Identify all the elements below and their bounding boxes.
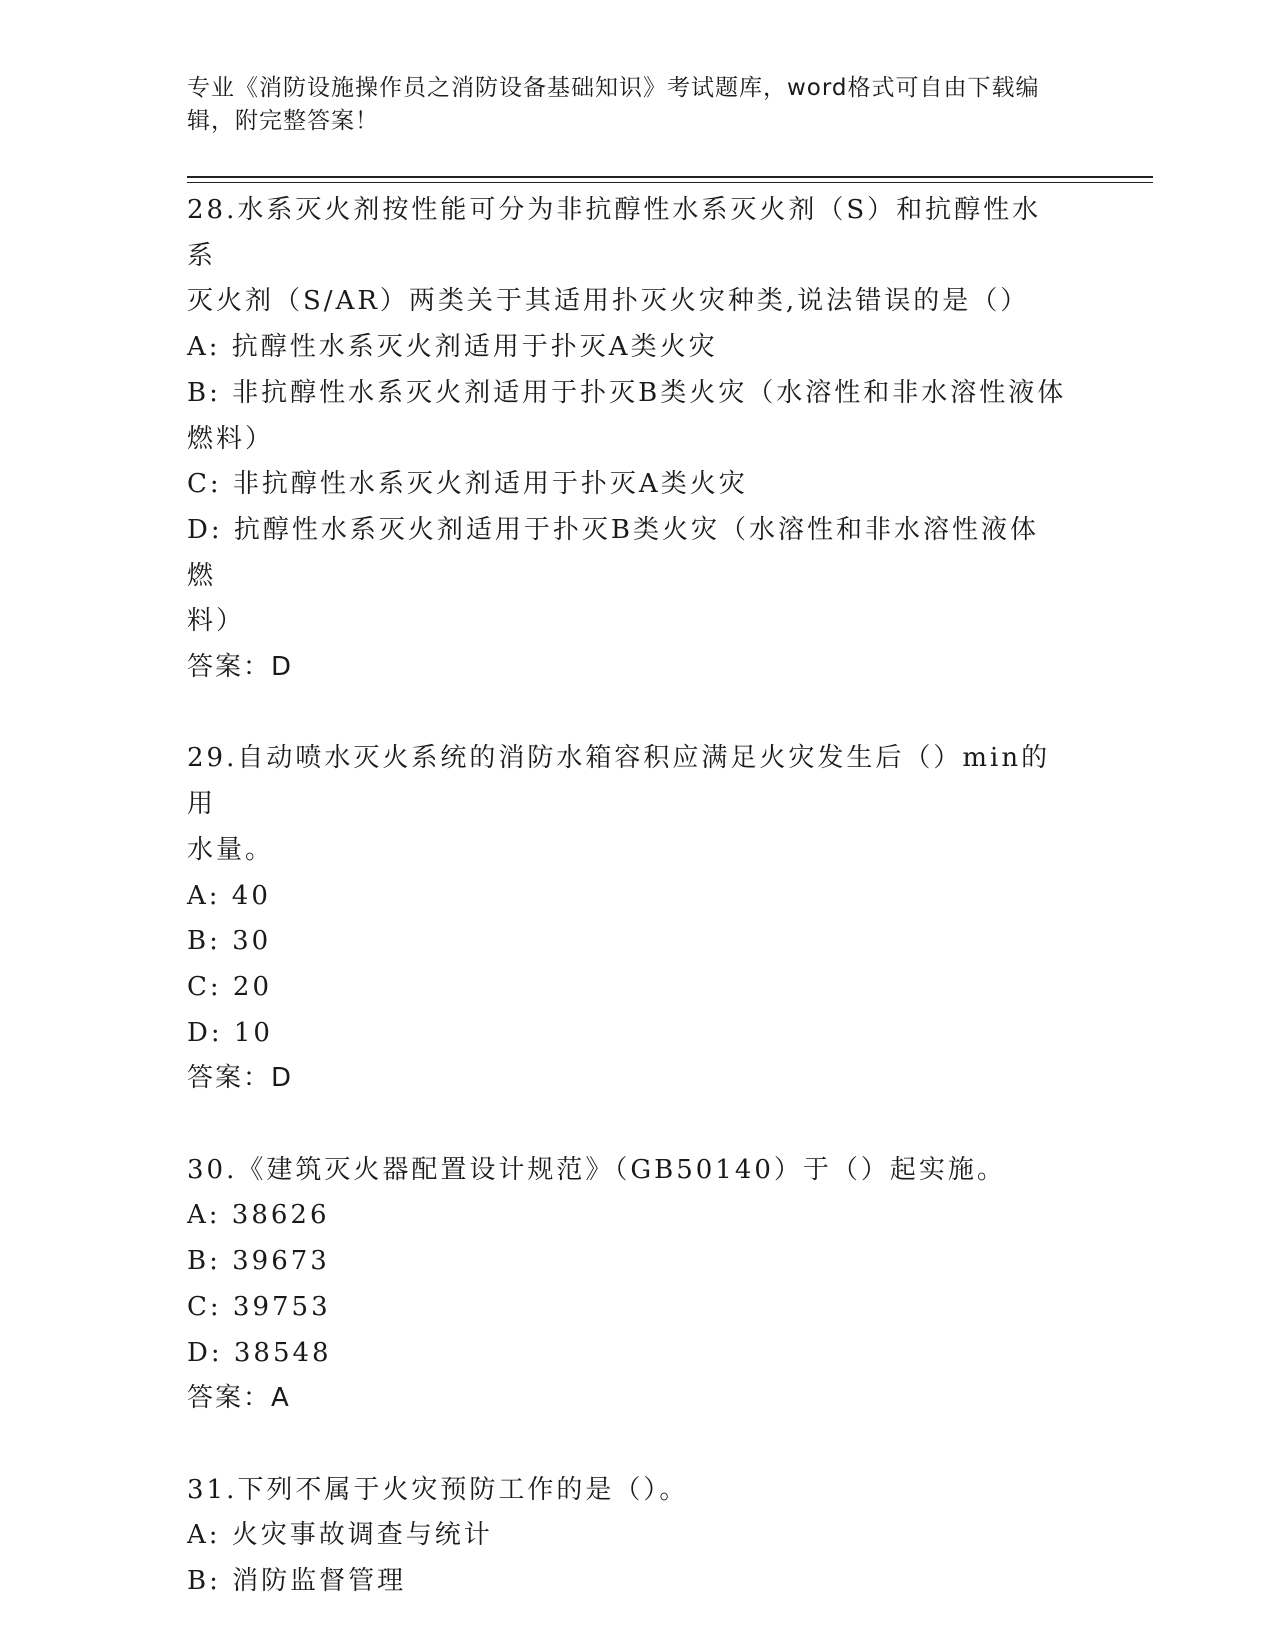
option-line: 燃料）	[187, 423, 275, 454]
option-line: C: 非抗醇性水系灭火剂适用于扑灭A类火灾	[187, 469, 748, 500]
option-line: A: 38626	[187, 1200, 330, 1231]
option-line: B: 30	[187, 926, 272, 957]
question-list	[187, 188, 1067, 1650]
option-line: A: 40	[187, 880, 271, 911]
document-header	[187, 72, 1067, 138]
option-line: B: 39673	[187, 1246, 330, 1277]
header-line-2: 辑，附完整答案！	[187, 108, 379, 134]
option-line: D: 38548	[187, 1337, 332, 1368]
option-line: C: 20	[187, 971, 273, 1002]
option-line: B: 消防监督管理	[187, 1566, 407, 1597]
question-item	[187, 736, 1067, 1102]
header-divider-thin	[187, 182, 1153, 183]
question-item	[187, 1468, 1067, 1605]
question-stem-line: 29.自动喷水灭火系统的消防水箱容积应满足火灾发生后（）min的用	[187, 743, 1051, 820]
option-line: D: 10	[187, 1017, 273, 1048]
question-item	[187, 1148, 1067, 1422]
answer-line: 答案：D	[187, 652, 294, 683]
option-line: B: 非抗醇性水系灭火剂适用于扑灭B类火灾（水溶性和非水溶性液体	[187, 377, 1067, 408]
option-line: C: 39753	[187, 1291, 331, 1322]
answer-line: 答案：D	[187, 1063, 294, 1094]
option-line: A: 火灾事故调查与统计	[187, 1520, 493, 1551]
question-stem-line: 水量。	[187, 834, 275, 865]
question-stem-line: 30.《建筑灭火器配置设计规范》（GB50140）于（）起实施。	[187, 1154, 1006, 1185]
answer-line: 答案：A	[187, 1383, 291, 1414]
question-item	[187, 188, 1067, 691]
question-stem-line: 灭火剂（S/AR）两类关于其适用扑灭火灾种类,说法错误的是（）	[187, 286, 1030, 317]
option-line: 料）	[187, 606, 246, 637]
option-line: A: 抗醇性水系灭火剂适用于扑灭A类火灾	[187, 332, 718, 363]
option-line: D: 抗醇性水系灭火剂适用于扑灭B类火灾（水溶性和非水溶性液体燃	[187, 514, 1039, 591]
question-stem-line: 31.下列不属于火灾预防工作的是（）。	[187, 1474, 689, 1505]
question-stem-line: 28.水系灭火剂按性能可分为非抗醇性水系灭火剂（S）和抗醇性水系	[187, 195, 1042, 271]
header-divider-thick	[187, 176, 1153, 178]
header-line-1: 专业《消防设施操作员之消防设备基础知识》考试题库，word格式可自由下载编	[187, 75, 1040, 101]
